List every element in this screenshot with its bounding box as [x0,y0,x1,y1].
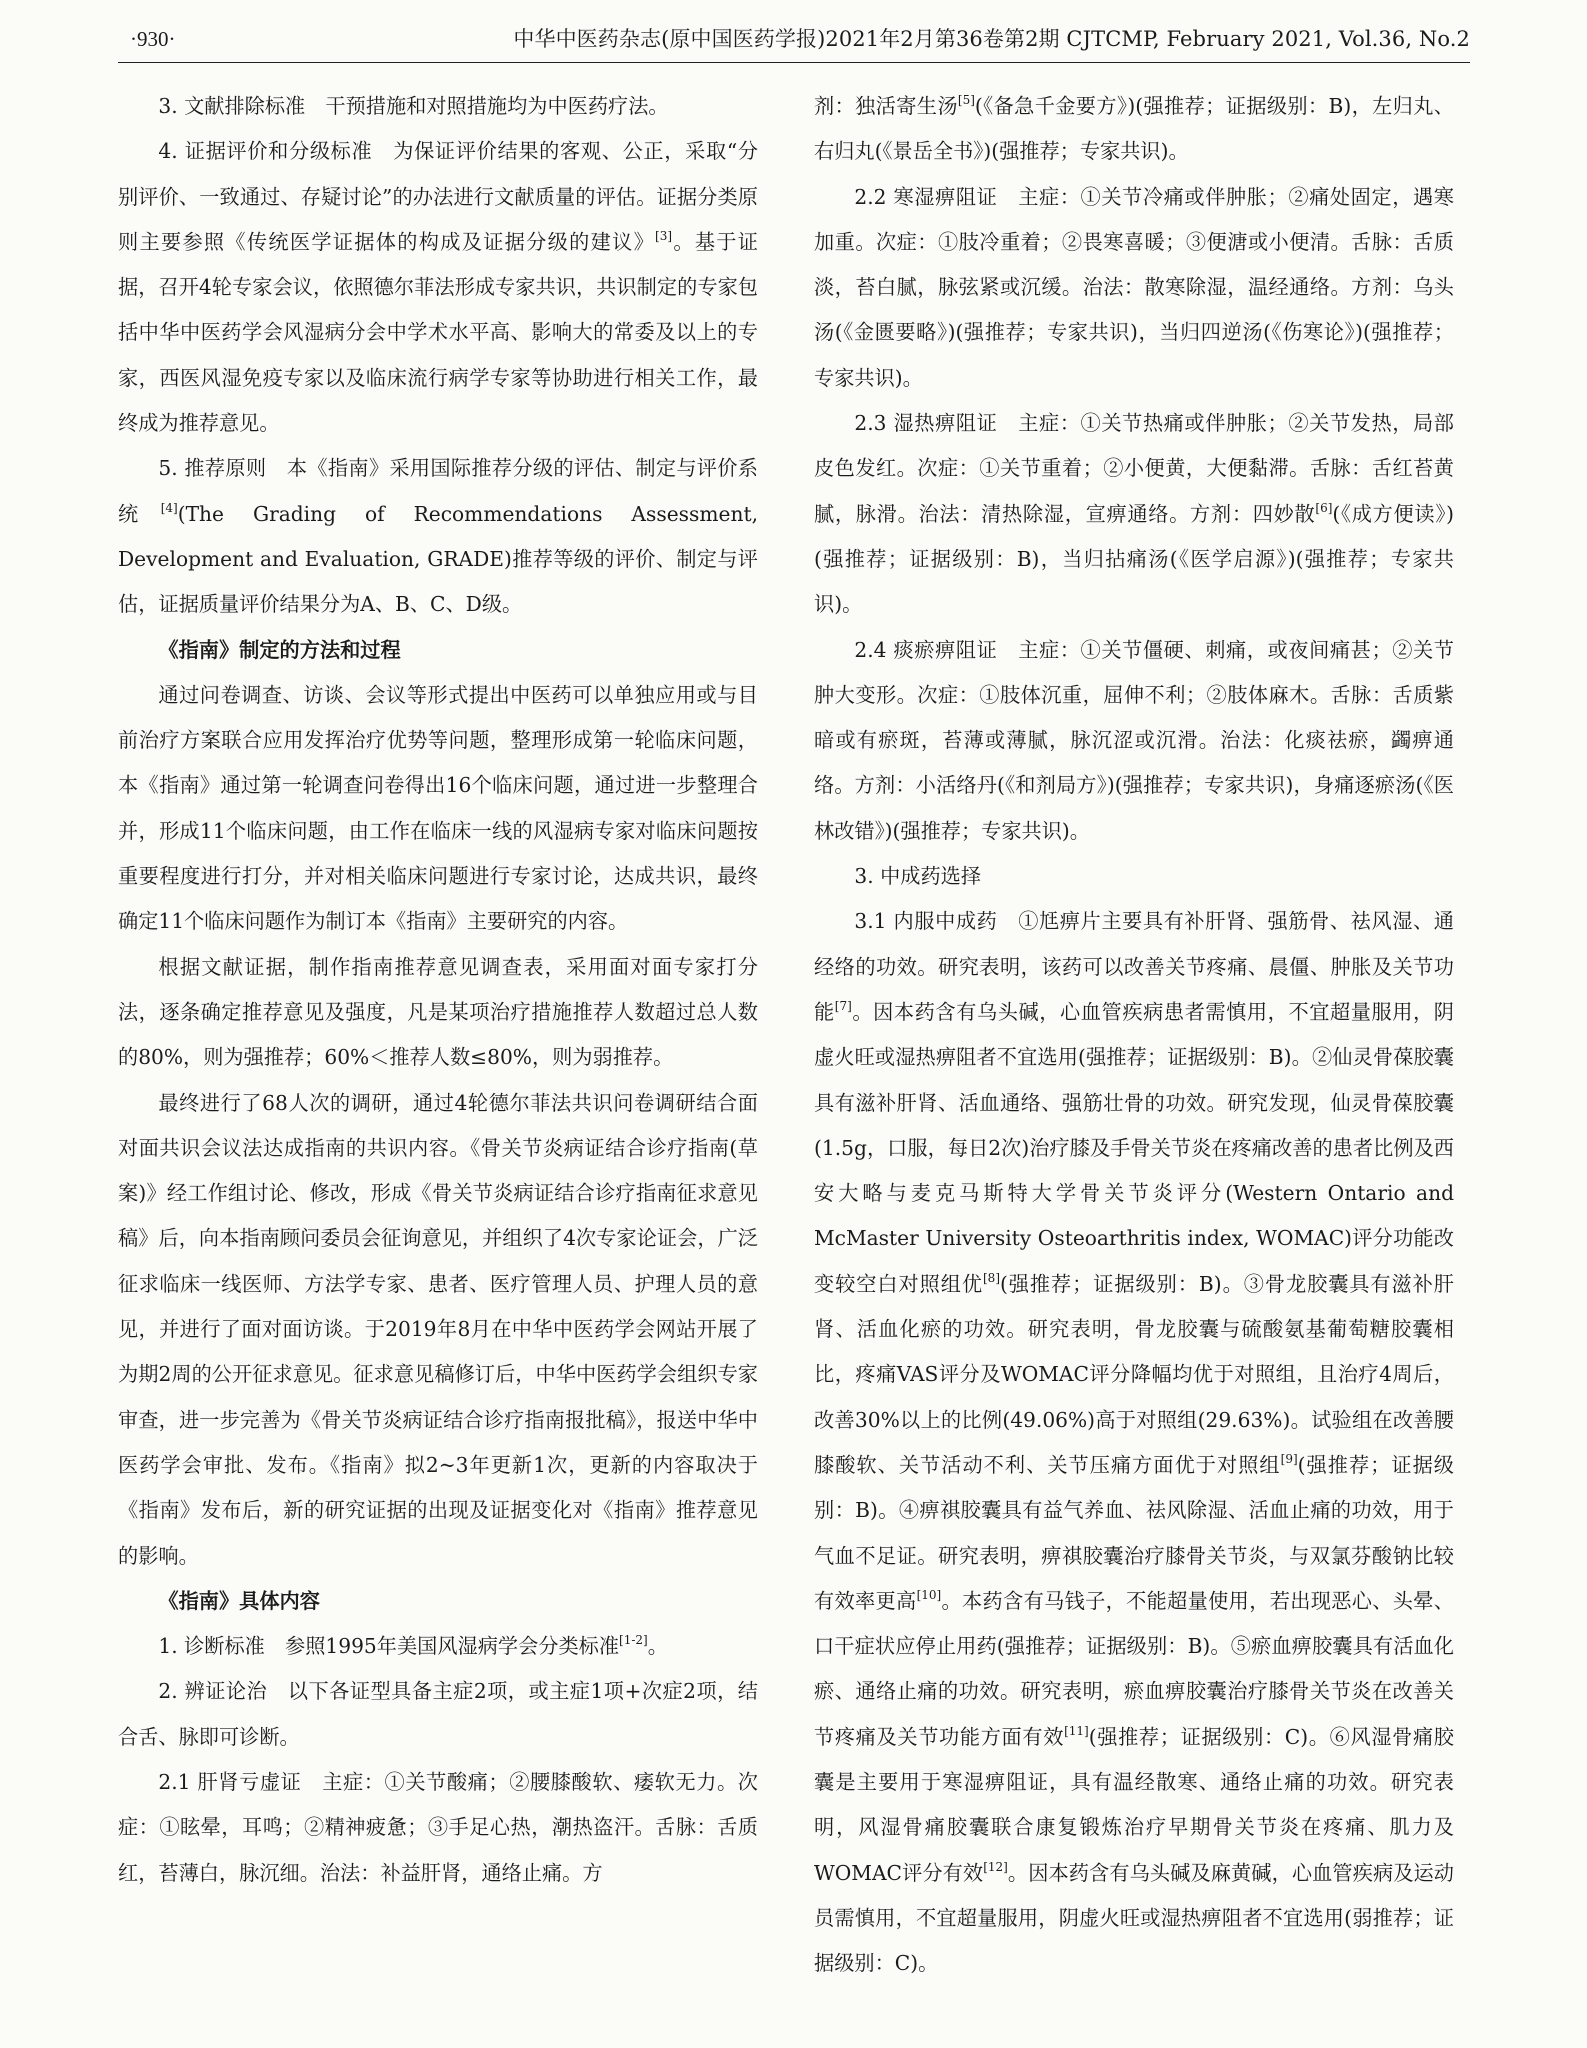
left-column [118,84,758,1896]
citation-ref[interactable]: [3] [655,228,673,243]
citation-ref[interactable]: [9] [1280,1451,1298,1466]
paragraph: 3. 文献排除标准 干预措施和对照措施均为中医药疗法。 [158,94,669,118]
paragraph: 2.3 湿热痹阻证 主症：①关节热痛或伴肿胀；②关节发热，局部皮色发红。次症：①关节重着；②小便黄，大便黏滞。舌脉：舌红苔黄腻，脉滑。治法：清热除湿，宣痹通络。方剂：四妙散[6](《成方便读》)(强推荐；证据级别：B)，当归拈痛汤(《医学启源》)(强推荐；专家共识)。 [814,411,1454,617]
journal-citation: 中华中医药杂志(原中国医药学报)2021年2月第36卷第2期 CJTCMP, February 2021, Vol.36, No.2 [513,27,1470,51]
paragraph: 2.2 寒湿痹阻证 主症：①关节冷痛或伴肿胀；②痛处固定，遇寒加重。次症：①肢冷重着；②畏寒喜暖；③便溏或小便清。舌脉：舌质淡，苔白腻，脉弦紧或沉缓。治法：散寒除湿，温经通络。方剂：乌头汤(《金匮要略》)(强推荐；专家共识)，当归四逆汤(《伤寒论》)(强推荐；专家共识)。 [814,184,1454,390]
citation-ref[interactable]: [7] [834,998,852,1013]
paragraph: 3.1 内服中成药 ①尪痹片主要具有补肝肾、强筋骨、祛风湿、通经络的功效。研究表明，该药可以改善关节疼痛、晨僵、肿胀及关节功能[7]。因本药含有乌头碱，心血管疾病患者需慎用，不宜超量服用，阴虚火旺或湿热痹阻者不宜选用(强推荐；证据级别：B)。②仙灵骨葆胶囊具有滋补肝肾、活血通络、强筋壮骨的功效。研究发现，仙灵骨葆胶囊(1.5g，口服，每日2次)治疗膝及手骨关节炎在疼痛改善的患者比例及西安大略与麦克马斯特大学骨关节炎评分(Western Ontario and McMaster University Osteoarthritis index, WOMAC)评分功能改变较空白对照组优[8](强推荐；证据级别：B)。③骨龙胶囊具有滋补肝肾、活血化瘀的功效。研究表明，骨龙胶囊与硫酸氨基葡萄糖胶囊相比，疼痛VAS评分及WOMAC评分降幅均优于对照组，且治疗4周后，改善30%以上的比例(49.06%)高于对照组(29.63%)。试验组在改善腰膝酸软、关节活动不利、关节压痛方面优于对照组[9](强推荐；证据级别：B)。④痹祺胶囊具有益气养血、祛风除湿、活血止痛的功效，用于气血不足证。研究表明，痹祺胶囊治疗膝骨关节炎，与双氯芬酸钠比较有效率更高[10]。本药含有马钱子，不能超量使用，若出现恶心、头晕、口干症状应停止用药(强推荐；证据级别：B)。⑤瘀血痹胶囊具有活血化瘀、通络止痛的功效。研究表明，瘀血痹胶囊治疗膝骨关节炎在改善关节疼痛及关节功能方面有效[11](强推荐；证据级别：C)。⑥风湿骨痛胶囊是主要用于寒湿痹阻证，具有温经散寒、通络止痛的功效。研究表明，风湿骨痛胶囊联合康复锻炼治疗早期骨关节炎在疼痛、肌力及WOMAC评分有效[12]。因本药含有乌头碱及麻黄碱，心血管疾病及运动员需慎用，不宜超量服用，阴虚火旺或湿热痹阻者不宜选用(弱推荐；证据级别：C)。 [814,909,1454,1976]
paragraph: 5. 推荐原则 本《指南》采用国际推荐分级的评估、制定与评价系统[4](The Grading of Recommendations Assessment, Development and Evaluation, GRADE)推荐等级的评价、制定与评估，证据质量评价结果分为A、B、C、D级。 [118,456,758,617]
paragraph: 根据文献证据，制作指南推荐意见调查表，采用面对面专家打分法，逐条确定推荐意见及强度，凡是某项治疗措施推荐人数超过总人数的80%，则为强推荐；60%＜推荐人数≤80%，则为弱推荐。 [118,954,758,1070]
paragraph: 剂：独活寄生汤[5](《备急千金要方》)(强推荐；证据级别：B)，左归丸、右归丸(《景岳全书》)(强推荐；专家共识)。 [814,93,1454,164]
page-header [118,20,1470,58]
citation-ref[interactable]: [4] [160,500,178,515]
right-column [814,84,1454,1986]
paragraph: 2.4 痰瘀痹阻证 主症：①关节僵硬、刺痛，或夜间痛甚；②关节肿大变形。次症：①肢体沉重，屈伸不利；②肢体麻木。舌脉：舌质紫暗或有瘀斑，苔薄或薄腻，脉沉涩或沉滑。治法：化痰祛瘀，蠲痹通络。方剂：小活络丹(《和剂局方》)(强推荐；专家共识)，身痛逐瘀汤(《医林改错》)(强推荐；专家共识)。 [814,637,1454,843]
citation-ref[interactable]: [8] [983,1270,1000,1285]
section-heading: 《指南》制定的方法和过程 [158,637,401,662]
citation-ref[interactable]: [6] [1315,500,1333,515]
paragraph: 2.1 肝肾亏虚证 主症：①关节酸痛；②腰膝酸软、痿软无力。次症：①眩晕，耳鸣；②精神疲惫；③手足心热，潮热盗汗。舌脉：舌质红，苔薄白，脉沉细。治法：补益肝肾，通络止痛。方 [118,1769,758,1885]
paragraph: 最终进行了68人次的调研，通过4轮德尔菲法共识问卷调研结合面对面共识会议法达成指南的共识内容。《骨关节炎病证结合诊疗指南(草案)》经工作组讨论、修改，形成《骨关节炎病证结合诊疗指南征求意见稿》后，向本指南顾问委员会征询意见，并组织了4次专家论证会，广泛征求临床一线医师、方法学专家、患者、医疗管理人员、护理人员的意见，并进行了面对面访谈。于2019年8月在中华中医药学会网站开展了为期2周的公开征求意见。征求意见稿修订后，中华中医药学会组织专家审查，进一步完善为《骨关节炎病证结合诊疗指南报批稿》，报送中华中医药学会审批、发布。《指南》拟2~3年更新1次，更新的内容取决于《指南》发布后，新的研究证据的出现及证据变化对《指南》推荐意见的影响。 [118,1090,758,1568]
header-divider [118,62,1470,63]
paragraph: 2. 辨证论治 以下各证型具备主症2项，或主症1项+次症2项，结合舌、脉即可诊断。 [118,1679,758,1749]
citation-ref[interactable]: [12] [983,1859,1008,1874]
citation-ref[interactable]: [1-2] [619,1633,648,1648]
paragraph: 4. 证据评价和分级标准 为保证评价结果的客观、公正，采取“分别评价、一致通过、存疑讨论”的办法进行文献质量的评估。证据分类原则主要参照《传统医学证据体的构成及证据分级的建议》[3]。基于证据，召开4轮专家会议，依照德尔菲法形成专家共识，共识制定的专家包括中华中医药学会风湿病分会中学术水平高、影响大的常委及以上的专家，西医风湿免疫专家以及临床流行病学专家等协助进行相关工作，最终成为推荐意见。 [118,139,758,436]
section-heading: 《指南》具体内容 [158,1588,320,1613]
citation-ref[interactable]: [5] [957,93,975,107]
page-number: ·930· [130,27,176,51]
paragraph: 通过问卷调查、访谈、会议等形式提出中医药可以单独应用或与目前治疗方案联合应用发挥治疗优势等问题，整理形成第一轮临床问题，本《指南》通过第一轮调查问卷得出16个临床问题，通过进一步整理合并，形成11个临床问题，由工作在临床一线的风湿病专家对临床问题按重要程度进行打分，并对相关临床问题进行专家讨论，达成共识，最终确定11个临床问题作为制订本《指南》主要研究的内容。 [118,682,758,934]
paragraph: 1. 诊断标准 参照1995年美国风湿病学会分类标准[1-2]。 [158,1633,668,1659]
paragraph: 3. 中成药选择 [854,864,982,889]
citation-ref[interactable]: [10] [916,1587,942,1602]
citation-ref[interactable]: [11] [1064,1723,1089,1738]
